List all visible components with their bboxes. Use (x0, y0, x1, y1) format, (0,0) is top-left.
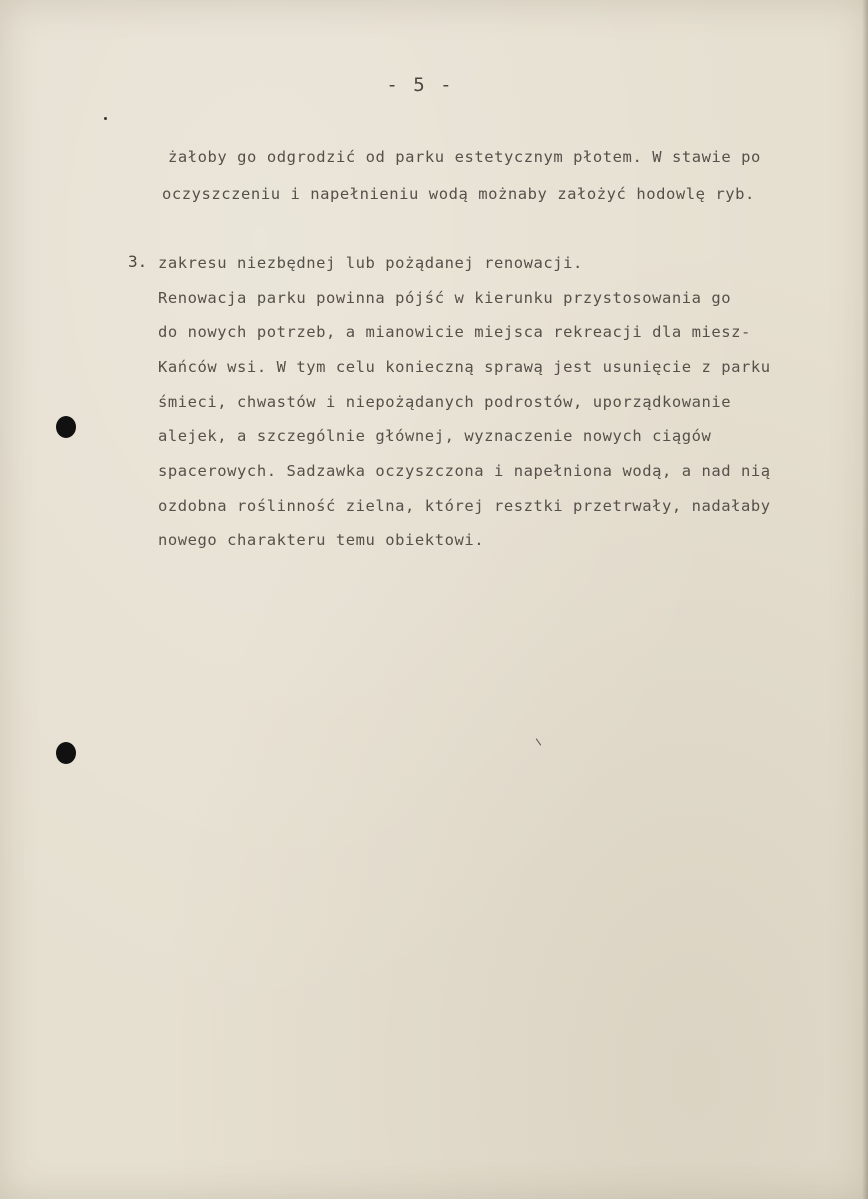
paragraph-line: ozdobna roślinność zielna, której resztki przetrwały, nadałaby (158, 497, 771, 515)
punch-hole-bottom (56, 742, 76, 764)
paper-speck (104, 117, 107, 120)
paragraph-line: śmieci, chwastów i niepożądanych podrostów, uporządkowanie (158, 393, 732, 411)
paragraph-line: alejek, a szczególnie głównej, wyznaczenie nowych ciągów (158, 427, 712, 445)
paragraph-line: Renowacja parku powinna pójść w kierunku przystosowania go (158, 289, 732, 307)
section-heading-line: zakresu niezbędnej lub pożądanej renowacji. (158, 254, 583, 272)
list-marker-3: 3. (128, 252, 148, 271)
page-edge-shadow (862, 0, 868, 1199)
paragraph-line: do nowych potrzeb, a mianowicie miejsca rekreacji dla miesz- (158, 323, 751, 341)
paragraph-line: żałoby go odgrodzić od parku estetycznym płotem. W stawie po (168, 148, 761, 166)
punch-hole-top (56, 416, 76, 438)
paper-mark (536, 738, 541, 745)
paragraph-line: oczyszczeniu i napełnieniu wodą możnaby założyć hodowlę ryb. (162, 185, 755, 203)
page-number: - 5 - (386, 74, 454, 96)
paragraph-line: spacerowych. Sadzawka oczyszczona i napełniona wodą, a nad nią (158, 462, 771, 480)
paragraph-line: nowego charakteru temu obiektowi. (158, 531, 485, 549)
paragraph-line: Kańców wsi. W tym celu konieczną sprawą jest usunięcie z parku (158, 358, 771, 376)
